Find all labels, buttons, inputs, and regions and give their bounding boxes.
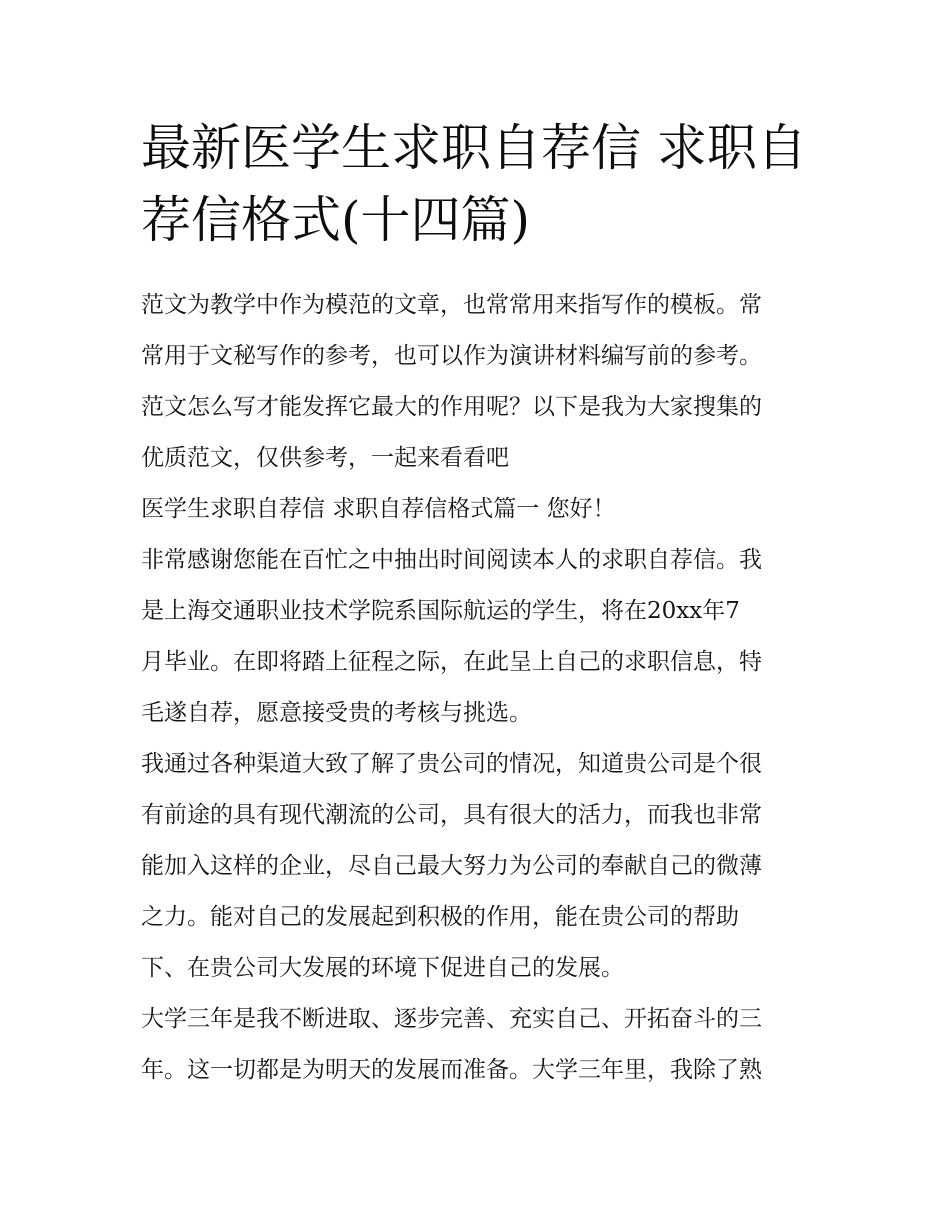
intro-paragraph: 范文为教学中作为模范的文章，也常常用来指写作的模板。常 常用于文秘写作的参考，也可以作为演讲材料编写前的参考。 范文怎么写才能发挥它最大的作用呢？以下是我为大家搜集的 优质范文，仅供参考，一起来看看吧	[141, 292, 762, 471]
body-paragraph: 大学三年是我不断进取、逐步完善、充实自己、开拓奋斗的三 年。这一切都是为明天的发展而准备。大学三年里，我除了熟	[141, 1006, 762, 1083]
body-paragraph: 我通过各种渠道大致了解了贵公司的情况，知道贵公司是个很 有前途的具有现代潮流的公司，具有很大的活力，而我也非常 能加入这样的企业，尽自己最大努力为公司的奉献自己的微薄 之力。能对自己的发展起到积极的作用，能在贵公司的帮助 下、在贵公司大发展的环境下促进自己的发展。	[141, 751, 762, 981]
body-paragraph: 非常感谢您能在百忙之中抽出时间阅读本人的求职自荐信。我 是上海交通职业技术学院系国际航运的学生，将在20xx年7 月毕业。在即将踏上征程之际，在此呈上自己的求职信息，特 毛遂自荐，愿意接受贵的考核与挑选。	[141, 547, 762, 726]
document-body	[141, 112, 816, 1096]
section-heading-paragraph: 医学生求职自荐信 求职自荐信格式篇一 您好！	[141, 496, 616, 522]
document-title: 最新医学生求职自荐信 求职自 荐信格式(十四篇)	[141, 119, 807, 249]
